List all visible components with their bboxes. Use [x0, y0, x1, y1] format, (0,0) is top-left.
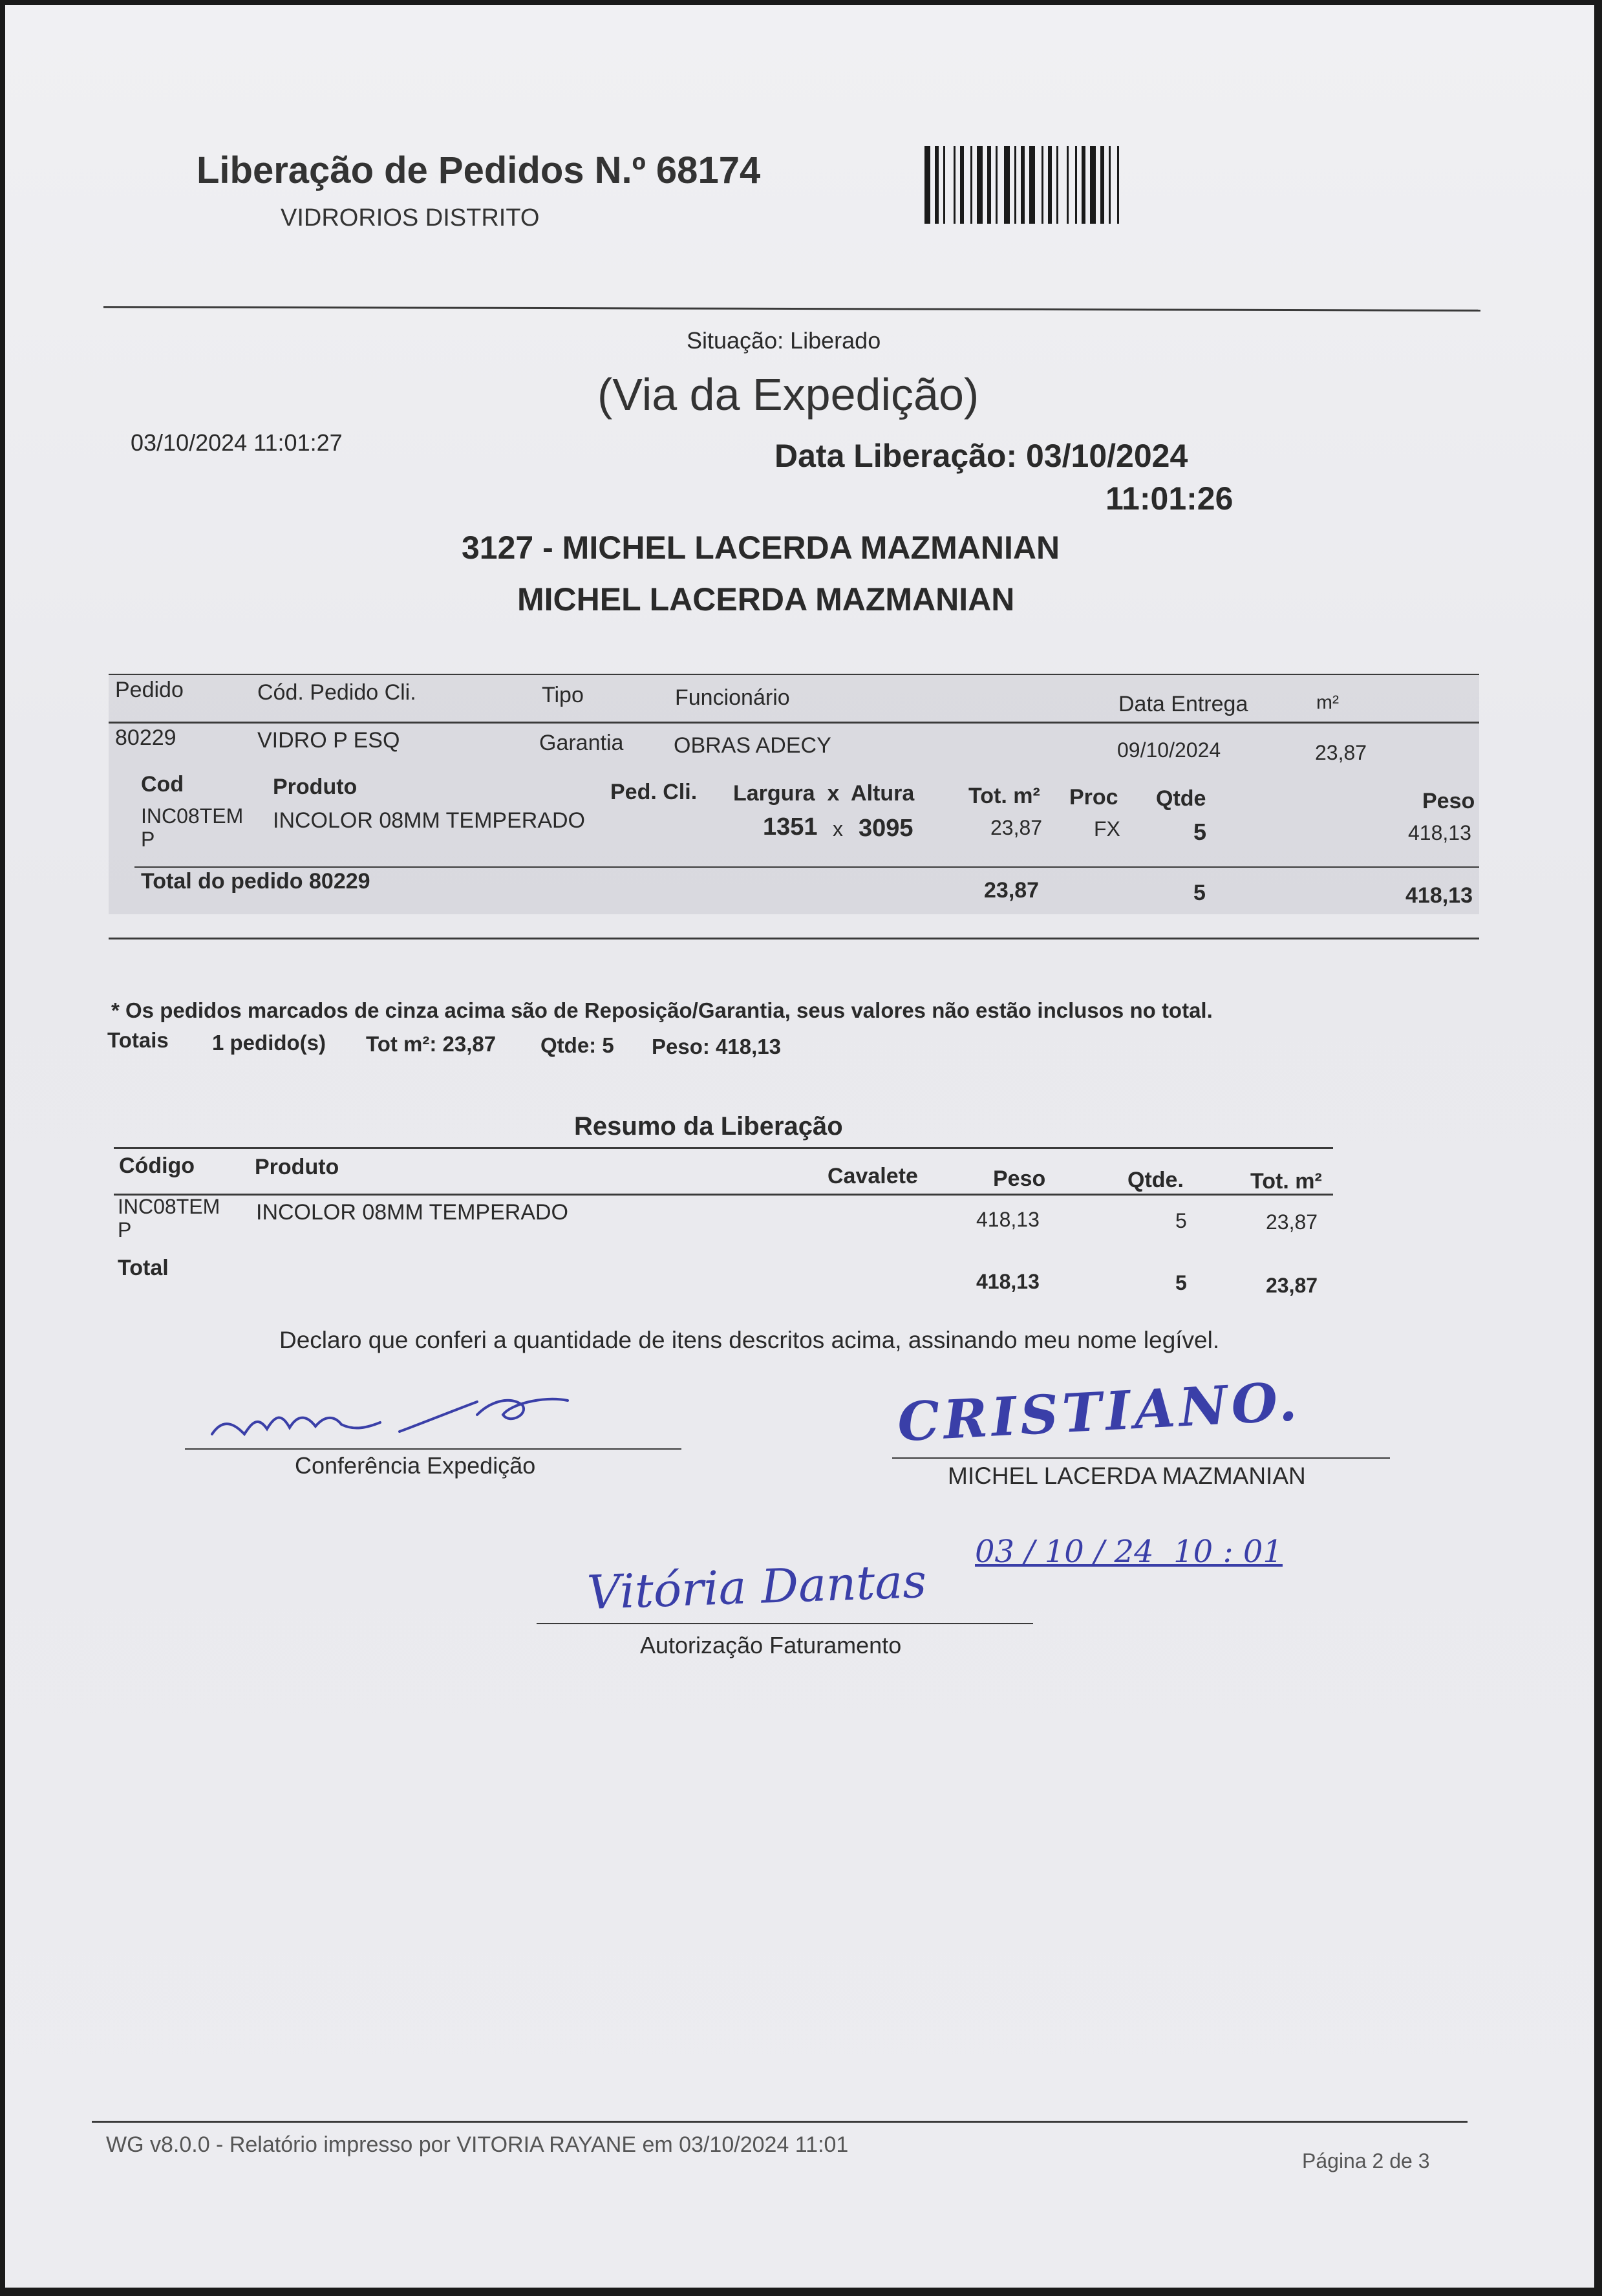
faturamento-signature: Vitória Dantas	[586, 1553, 928, 1620]
item-col-peso: Peso	[1422, 789, 1475, 813]
col-tipo: Tipo	[542, 683, 584, 707]
declaration-text: Declaro que conferi a quantidade de itens descritos acima, assinando meu nome legível.	[279, 1327, 1220, 1353]
totais-qtde: Qtde: 5	[540, 1033, 614, 1057]
situacao-text: Situação: Liberado	[687, 327, 881, 354]
totais-m2: Tot m²: 23,87	[366, 1032, 497, 1056]
order-total-peso: 418,13	[1405, 883, 1473, 908]
footer-rule	[92, 2121, 1468, 2123]
faturamento-line	[537, 1623, 1033, 1624]
resumo-col-codigo: Código	[119, 1153, 195, 1178]
col-funcionario: Funcionário	[675, 685, 790, 710]
header-divider	[103, 306, 1480, 312]
item-cod-line2: P	[141, 828, 155, 851]
totais-pedidos: 1 pedido(s)	[212, 1031, 326, 1055]
data-liberacao: Data Liberação: 03/10/2024	[774, 438, 1188, 474]
resumo-col-produto: Produto	[255, 1155, 339, 1179]
item-peso: 418,13	[1408, 821, 1471, 844]
item-col-cod: Cod	[141, 772, 184, 797]
resumo-top-rule	[114, 1147, 1333, 1149]
barcode-icon	[922, 146, 1168, 226]
col-pedido: Pedido	[115, 678, 184, 702]
resumo-qtde: 5	[1175, 1209, 1187, 1232]
totais-label: Totais	[107, 1028, 169, 1052]
row-pedido: 80229	[115, 725, 176, 750]
col-data-entrega: Data Entrega	[1118, 692, 1248, 716]
item-altura: 3095	[859, 815, 913, 842]
row-tipo: Garantia	[539, 731, 624, 755]
row-m2: 23,87	[1315, 741, 1367, 764]
item-cod-line1: INC08TEM	[141, 804, 244, 828]
resumo-peso: 418,13	[976, 1208, 1040, 1231]
order-header-rule	[109, 722, 1479, 724]
resumo-title: Resumo da Liberação	[574, 1112, 843, 1141]
resumo-codigo-line2: P	[118, 1218, 132, 1241]
faturamento-label: Autorização Faturamento	[640, 1632, 902, 1658]
totais-peso: Peso: 418,13	[652, 1035, 781, 1058]
via-title: (Via da Expedição)	[597, 369, 979, 420]
col-m2: m²	[1316, 692, 1339, 713]
row-data-entrega: 09/10/2024	[1117, 738, 1221, 762]
resumo-col-peso: Peso	[993, 1166, 1046, 1191]
resumo-total-peso: 418,13	[976, 1270, 1040, 1293]
client-signature-line	[892, 1457, 1390, 1459]
order-total-label: Total do pedido 80229	[141, 869, 370, 894]
resumo-col-cavalete: Cavalete	[828, 1164, 918, 1188]
resumo-header-rule	[114, 1194, 1333, 1196]
item-produto: INCOLOR 08MM TEMPERADO	[273, 808, 586, 833]
item-largura: 1351	[763, 813, 818, 841]
client-signature-label: MICHEL LACERDA MAZMANIAN	[948, 1463, 1306, 1489]
resumo-produto: INCOLOR 08MM TEMPERADO	[256, 1200, 569, 1225]
order-table-bottom-rule	[109, 938, 1479, 939]
resumo-total-label: Total	[118, 1256, 169, 1280]
footer-page-number: Página 2 de 3	[1302, 2149, 1430, 2173]
handwritten-date: 03 / 10 / 24 10 : 01	[975, 1534, 1283, 1570]
item-tot-m2: 23,87	[990, 816, 1043, 839]
garantia-note: * Os pedidos marcados de cinza acima são de Reposição/Garantia, seus valores não estão inclusos no total.	[111, 998, 1213, 1022]
client-name: MICHEL LACERDA MAZMANIAN	[517, 581, 1015, 617]
resumo-tot-m2: 23,87	[1266, 1210, 1318, 1234]
order-total-qtde: 5	[1193, 881, 1206, 905]
item-col-qtde: Qtde	[1156, 786, 1206, 811]
conferencia-line	[185, 1448, 681, 1450]
document-title: Liberação de Pedidos N.º 68174	[197, 149, 761, 191]
client-code-name: 3127 - MICHEL LACERDA MAZMANIAN	[462, 530, 1060, 566]
order-total-rule	[134, 866, 1479, 868]
col-cod-pedido-cli: Cód. Pedido Cli.	[257, 680, 416, 705]
print-datetime: 03/10/2024 11:01:27	[131, 429, 343, 456]
item-qtde: 5	[1193, 819, 1207, 845]
item-col-ped-cli: Ped. Cli.	[610, 780, 698, 804]
resumo-col-qtde: Qtde.	[1127, 1168, 1184, 1192]
item-col-largura-altura: Largura x Altura	[733, 781, 915, 806]
row-cod-pedido-cli: VIDRO P ESQ	[257, 728, 400, 753]
conferencia-label: Conferência Expedição	[295, 1452, 536, 1479]
item-col-proc: Proc	[1069, 785, 1118, 810]
resumo-col-tot-m2: Tot. m²	[1250, 1169, 1322, 1194]
resumo-codigo-line1: INC08TEM	[118, 1195, 220, 1218]
resumo-total-tot-m2: 23,87	[1266, 1274, 1318, 1297]
item-col-tot-m2: Tot. m²	[968, 784, 1040, 808]
client-signature: CRISTIANO.	[895, 1370, 1303, 1454]
row-funcionario: OBRAS ADECY	[674, 733, 831, 758]
order-total-m2: 23,87	[984, 878, 1040, 903]
resumo-total-qtde: 5	[1175, 1271, 1187, 1294]
item-x: x	[833, 817, 843, 841]
item-col-produto: Produto	[273, 775, 358, 799]
conferencia-signature	[206, 1389, 606, 1447]
company-name: VIDRORIOS DISTRITO	[281, 204, 540, 231]
document-page	[5, 5, 1594, 2288]
footer-printed-by: WG v8.0.0 - Relatório impresso por VITORIA RAYANE em 03/10/2024 11:01	[106, 2132, 849, 2157]
data-liberacao-time: 11:01:26	[1105, 480, 1234, 517]
item-proc: FX	[1094, 817, 1120, 841]
